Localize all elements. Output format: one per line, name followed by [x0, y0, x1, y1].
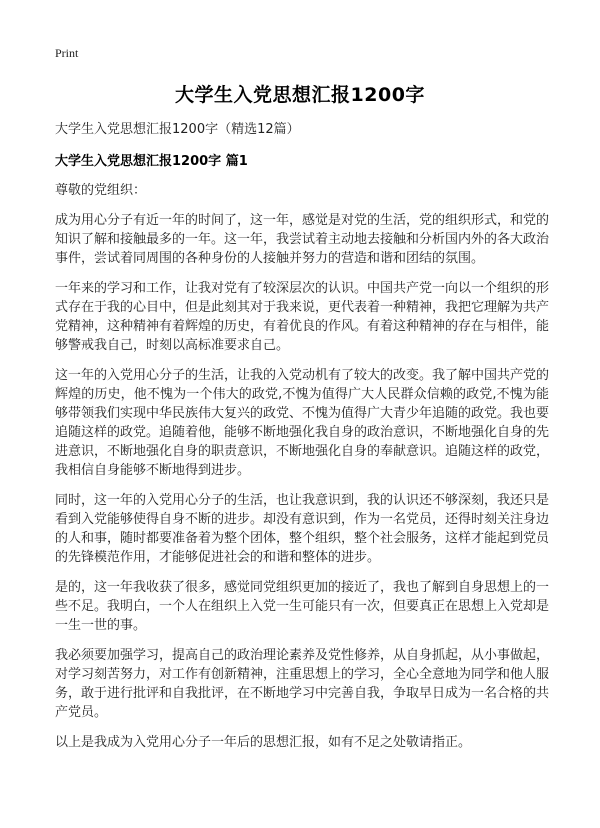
paragraph: 以上是我成为入党用心分子一年后的思想汇报，如有不足之处敬请指正。	[55, 735, 472, 750]
paragraph: 我必须要加强学习，提高自己的政治理论素养及党性修养，从自身抓起，从小事做起，对学习刻苦努力，对工作有创新精神，注重思想上的学习，全心全意地为同学和他人服务，敢于进行批评和自我批评，在不断地学习中完善自我，争取早日成为一名合格的共产党员。	[55, 648, 550, 720]
paragraph: 成为用心分子有近一年的时间了，这一年，感觉是对党的生活，党的组织形式，和党的知识了解和接触最多的一年。这一年，我尝试着主动地去接触和分析国内外的各大政治事件，尝试着同周围的各种身份的人接触并努力的营造和谐和团结的氛围。	[55, 213, 550, 266]
print-label: Print	[55, 46, 79, 60]
document-body	[55, 120, 549, 763]
paragraph: 同时，这一年的入党用心分子的生活，也让我意识到，我的认识还不够深刻，我还只是看到入党能够使得自身不断的进步。却没有意识到，作为一名党员，还得时刻关注身边的人和事，随时都要准备着为整个团体，整个组织，整个社会服务，这样才能起到党员的先锋模范作用，才能够促进社会的和谐和整体的进步。	[55, 493, 550, 565]
document-title: 大学生入党思想汇报1200字	[175, 84, 425, 106]
paragraph: 一年来的学习和工作，让我对党有了较深层次的认识。中国共产党一向以一个组织的形式存在于我的心目中，但是此刻其对于我来说，更代表着一种精神，我把它理解为共产党精神，这种精神有着辉煌的历史，有着优良的作风。有着这种精神的存在与相伴，能够警戒我自己，时刻以高标准要求自己。	[55, 281, 550, 353]
paragraph: 这一年的入党用心分子的生活，让我的入党动机有了较大的改变。我了解中国共产党的辉煌的历史，他不愧为一个伟大的政党,不愧为值得广大人民群众信赖的政党,不愧为能够带领我们实现中华民族伟大复兴的政党、不愧为值得广大青少年追随的政党。我也要追随这样的政党。追随着他，能够不断地强化我自身的政治意识，不断地强化自身的先进意识，不断地强化自身的职责意识，不断地强化自身的奉献意识。追随这样的政党，我相信自身能够不断地得到进步。	[55, 368, 550, 478]
document-subtitle: 大学生入党思想汇报1200字（精选12篇）	[55, 122, 300, 137]
greeting: 尊敬的党组织：	[55, 183, 147, 198]
paragraph: 是的，这一年我收获了很多，感觉同党组织更加的接近了，我也了解到自身思想上的一些不足。我明白，一个人在组织上入党一生可能只有一次，但要真正在思想上入党却是一生一世的事。	[55, 580, 550, 633]
section-heading: 大学生入党思想汇报1200字 篇1	[55, 154, 248, 169]
